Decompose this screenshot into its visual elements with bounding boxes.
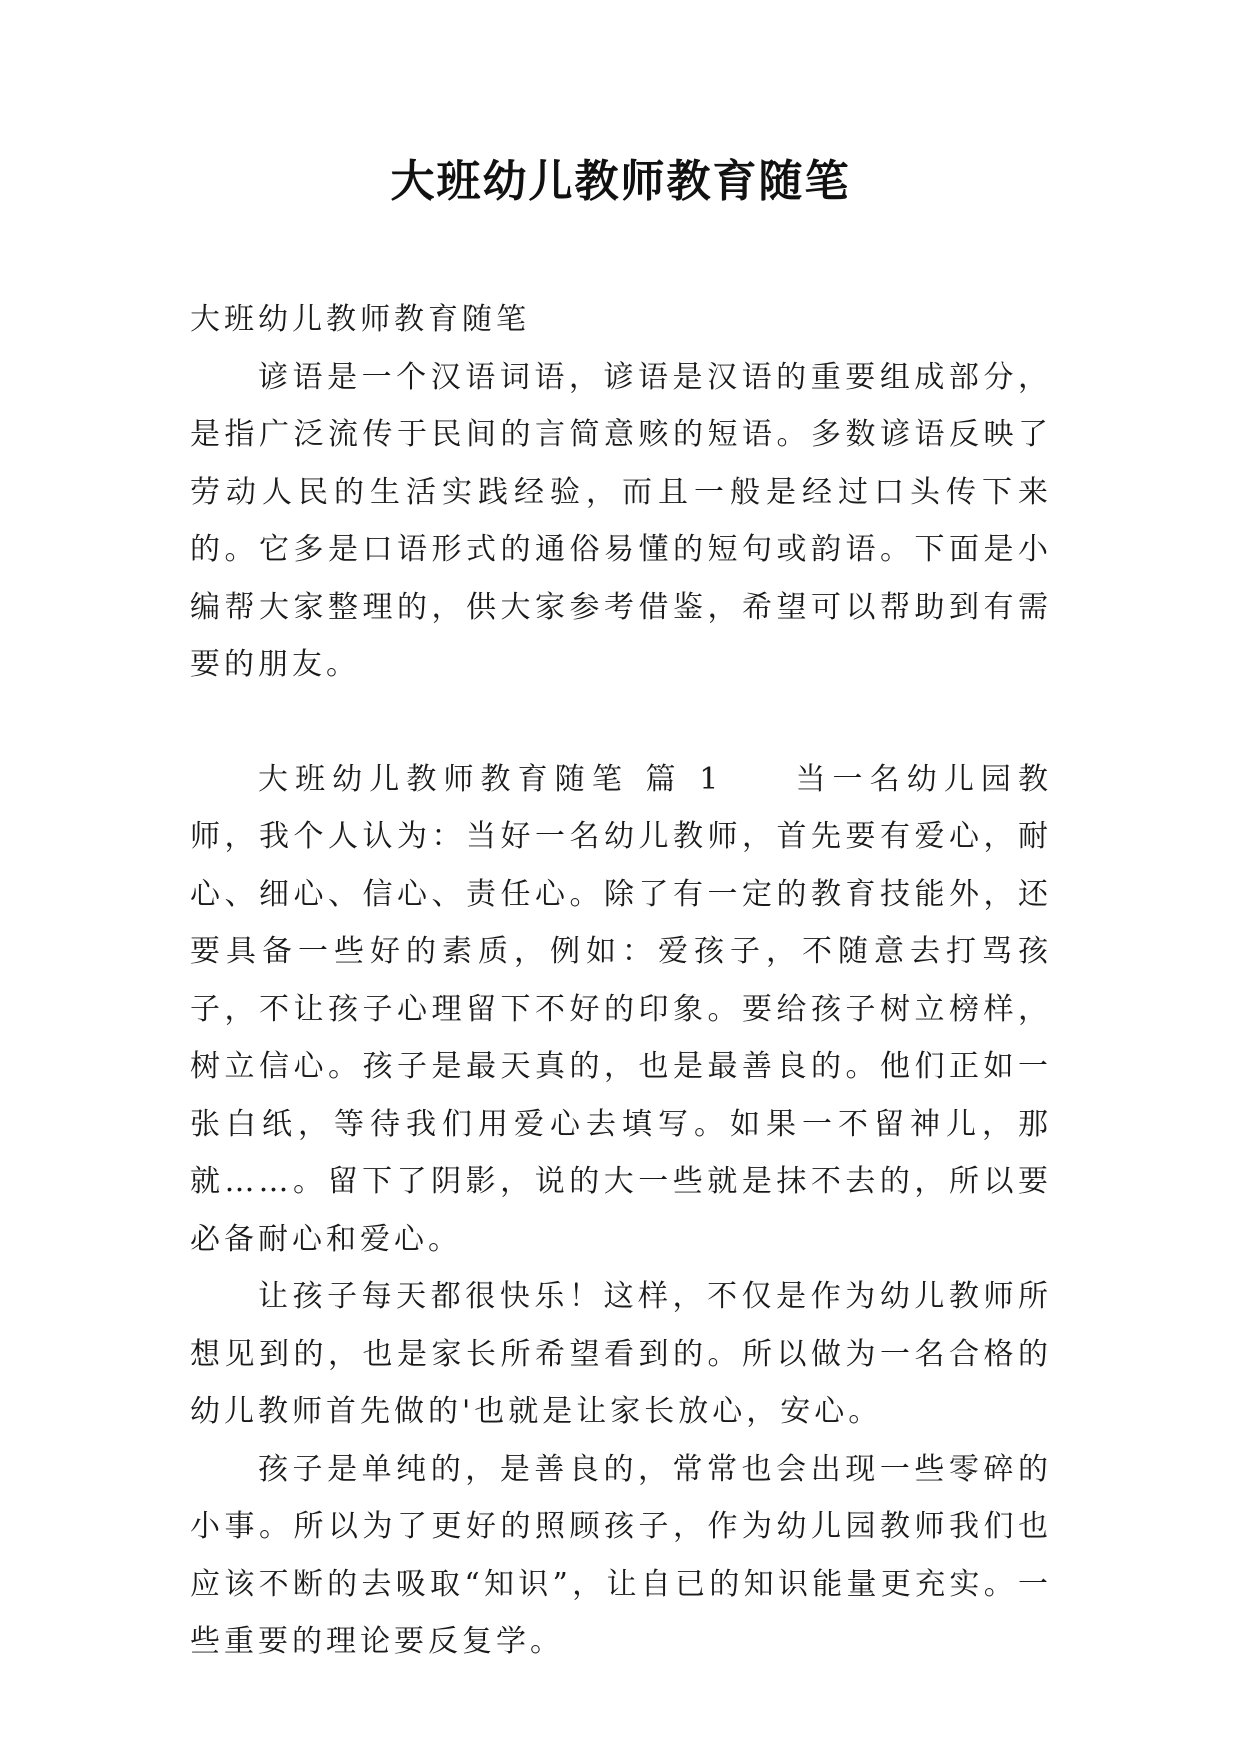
document-subtitle: 大班幼儿教师教育随笔 (190, 302, 530, 337)
section-1-paragraph-3: 孩子是单纯的，是善良的，常常也会出现一些零碎的小事。所以为了更好的照顾孩子，作为幼儿园教师我们也应该不断的去吸取“知识”，让自已的知识能量更充实。一些重要的理论要反复学。 (190, 1451, 1052, 1659)
document-title: 大班幼儿教师教育随笔 (390, 156, 851, 207)
intro-paragraph: 谚语是一个汉语词语，谚语是汉语的重要组成部分，是指广泛流传于民间的言简意赅的短语。多数谚语反映了劳动人民的生活实践经验，而且一般是经过口头传下来的。它多是口语形式的通俗易懂的短句或韵语。下面是小编帮大家整理的，供大家参考借鉴，希望可以帮助到有需要的朋友。 (190, 359, 1052, 682)
section-1-paragraph-2: 让孩子每天都很快乐！这样，不仅是作为幼儿教师所想见到的，也是家长所希望看到的。所以做为一名合格的幼儿教师首先做的'也就是让家长放心，安心。 (190, 1279, 1052, 1429)
section-1-text: 当一名幼儿园教师，我个人认为：当好一名幼儿教师，首先要有爱心，耐心、细心、信心、责任心。除了有一定的教育技能外，还要具备一些好的素质，例如：爱孩子，不随意去打骂孩子，不让孩子心理留下不好的印象。要给孩子树立榜样，树立信心。孩子是最天真的，也是最善良的。他们正如一张白纸，等待我们用爱心去填写。如果一不留神儿，那就……。留下了阴影，说的大一些就是抹不去的，所以要必备耐心和爱心。 (190, 761, 1052, 1257)
section-1-paragraph-1 (190, 751, 1052, 1269)
document-body (190, 291, 1052, 1671)
section-1-heading: 大班幼儿教师教育随笔 篇 1 (258, 761, 723, 797)
paragraph-spacer (190, 694, 1052, 751)
